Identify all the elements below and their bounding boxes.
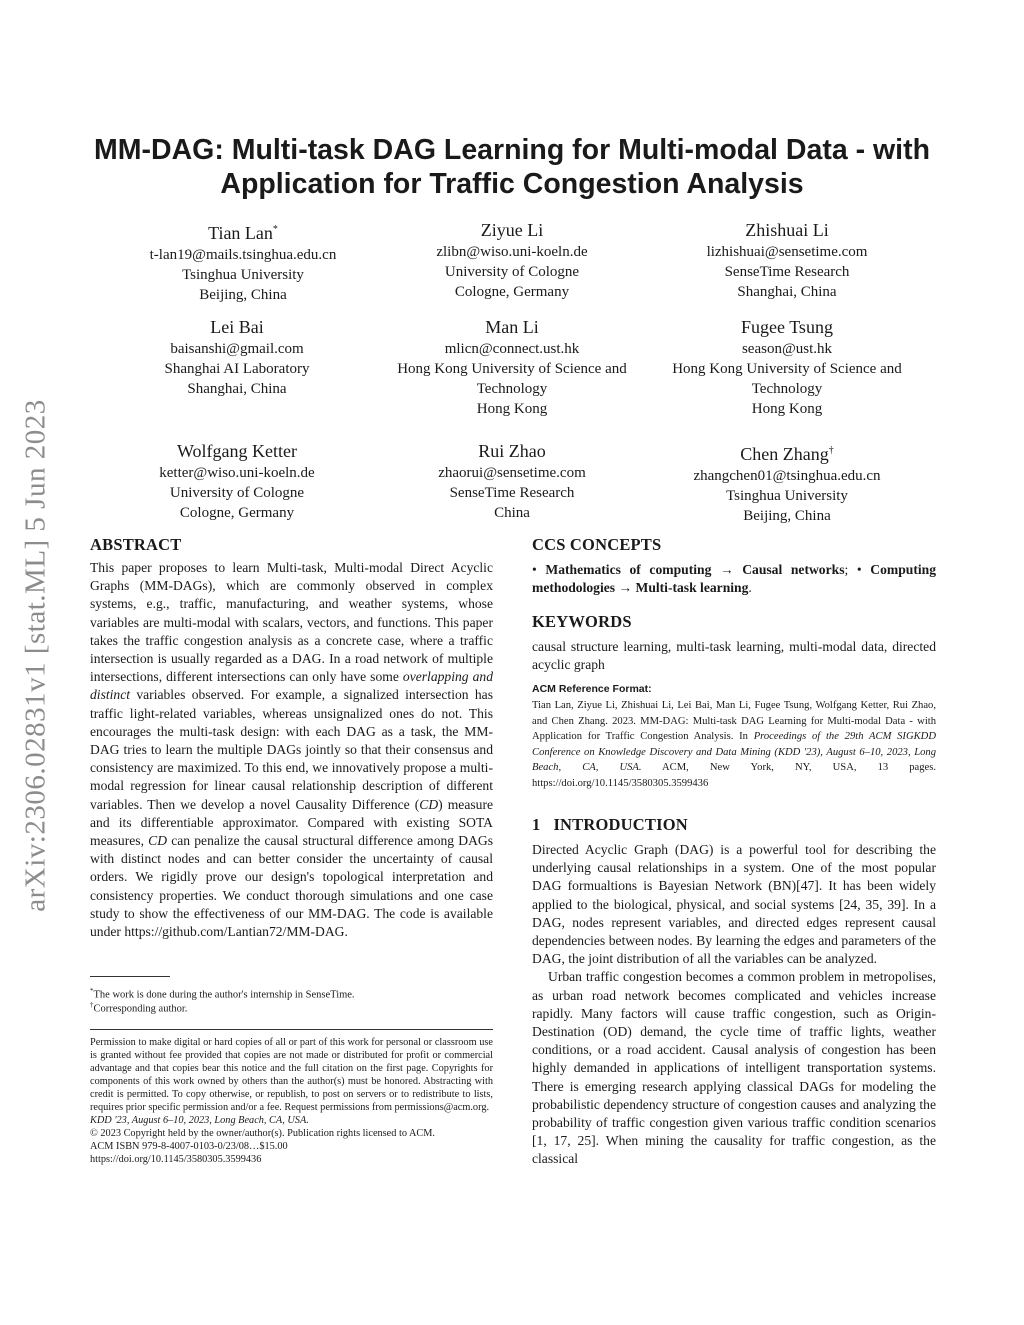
author-block [637, 439, 937, 526]
author-email: baisanshi@gmail.com [170, 341, 304, 357]
author-block [362, 315, 662, 419]
author-affiliation: Hong Kong University of Science and [672, 361, 902, 377]
author-name: Wolfgang Ketter [176, 441, 297, 461]
author-name: Tian Lan [208, 223, 273, 243]
author-location: China [494, 505, 530, 521]
author-affiliation: SenseTime Research [449, 485, 575, 501]
author-location: Beijing, China [743, 508, 831, 524]
keywords-heading: KEYWORDS [532, 612, 632, 631]
author-affiliation: Technology [751, 381, 823, 397]
keywords-text: causal structure learning, multi-task learning, multi-modal data, directed acyclic graph [532, 639, 936, 673]
introduction-section [532, 815, 936, 1169]
acm-reference [532, 683, 936, 792]
copyright-line: © 2023 Copyright held by the owner/author(s). Publication rights licensed to ACM. [90, 1128, 436, 1139]
author-location: Hong Kong [476, 401, 548, 417]
author-affiliation: University of Cologne [169, 485, 305, 501]
footnote-2: †Corresponding author. [90, 1001, 188, 1015]
author-affiliation: Technology [476, 381, 548, 397]
author-name: Chen Zhang [740, 444, 829, 464]
abstract-section [90, 535, 493, 941]
abstract-emphasis: CD [419, 796, 439, 812]
author-location: Cologne, Germany [454, 284, 570, 300]
permission-divider [90, 1029, 493, 1030]
author-affiliation: Tsinghua University [182, 267, 304, 283]
arxiv-stamp [14, 360, 58, 950]
intro-paragraph: Directed Acyclic Graph (DAG) is a powerful tool for describing the underlying causal relationships in a system. One of the most popular DAG formualtions is Bayesian Network (BN)[47]. It has been widely applied to the biological, physical, and social systems [24, 35, 39]. In a DAG, nodes represent variables, and directed edges represent causal dependencies between nodes. By learning the edges and parameters of the DAG, the joint distribution of all the variables can be analyzed. [532, 842, 936, 967]
author-email: mlicn@connect.ust.hk [444, 341, 580, 357]
footnote-1: *The work is done during the author's internship in SenseTime. [90, 987, 355, 1001]
author-affiliation: University of Cologne [444, 264, 580, 280]
author-location: Cologne, Germany [179, 505, 295, 521]
footnote-divider [90, 976, 170, 977]
author-email: ketter@wiso.uni-koeln.de [159, 465, 315, 481]
author-block [87, 439, 387, 523]
author-email: zhangchen01@tsinghua.edu.cn [693, 468, 881, 484]
author-name: Zhishuai Li [745, 220, 829, 240]
acm-reference-text: Tian Lan, Ziyue Li, Zhishuai Li, Lei Bai, Man Li, Fugee Tsung, Wolfgang Ketter, Rui Zhao, and Chen Zhang. 2023. MM-DAG: Multi-task DAG Learning for Multi-modal Data - with Application for Traffic Congestion Analysis. In Proceedings of the 29th ACM SIGKDD Conference on Knowledge Discovery and Data Mining (KDD '23), August 6–10, 2023, Long Beach, CA, USA. ACM, New York, NY, USA, 13 pages. https://doi.org/10.1145/3580305.3599436 [532, 700, 937, 789]
conference-venue: KDD '23, August 6–10, 2023, Long Beach, CA, USA. [90, 1115, 309, 1126]
author-location: Shanghai, China [187, 381, 287, 397]
keywords-section [532, 612, 936, 674]
author-block [362, 439, 662, 523]
author-mark: † [828, 445, 834, 456]
ccs-heading: CCS CONCEPTS [532, 535, 662, 554]
permission-text: Permission to make digital or hard copies of all or part of this work for personal or classroom use is granted without fee provided that copies are not made or distributed for profit or commercial advantage and that copies bear this notice and the full citation on the first page. Copyrights for components of this work owned by others than the author(s) must be honored. Abstracting with credit is permitted. To copy otherwise, or republish, to post on servers or to redistribute to lists, requires prior specific permission and/or a fee. Request permissions from permissions@acm.org. [90, 1037, 493, 1113]
author-block [637, 218, 937, 302]
author-name: Ziyue Li [480, 220, 544, 240]
abstract-text: This paper proposes to learn Multi-task, Multi-modal Direct Acyclic Graphs (MM-DAGs), which are commonly observed in complex systems, e.g., traffic, manufacturing, and weather systems, whose variables are multi-modal with scalars, vectors, and functions. This paper takes the traffic congestion analysis as a concrete case, where a traffic intersection is usually regarded as a DAG. In a road network of multiple intersections, different intersections can only have some overlapping and distinct variables observed. For example, a signalized intersection has traffic light-related variables, whereas unsignalized ones do not. This encourages the multi-task design: with each DAG as a task, the MM-DAG tries to learn the multiple DAGs jointly so that their consensus and consistency are maximized. To this end, we innovatively propose a multi-modal regression for linear causal relationship description of different variables. Then we develop a novel Causality Difference (CD) measure and its differentiable approximator. Compared with existing SOTA measures, CD can penalize the causal structural difference among DAGs with distinct nodes and can better consider the uncertainty of causal orders. We rigidly prove our design's topological interpretation and consistency properties. We conduct thorough simulations and one case study to show the effectiveness of our MM-DAG. The code is available under https://github.com/Lantian72/MM-DAG. [90, 560, 494, 940]
author-name: Fugee Tsung [741, 317, 833, 337]
author-name: Rui Zhao [478, 441, 546, 461]
author-email: t-lan19@mails.tsinghua.edu.cn [149, 247, 337, 263]
author-email: season@ust.hk [741, 341, 833, 357]
introduction-heading: 1 INTRODUCTION [532, 815, 688, 834]
author-name: Lei Bai [210, 317, 264, 337]
author-affiliation: Hong Kong University of Science and [397, 361, 627, 377]
ccs-section [532, 535, 936, 597]
author-location: Hong Kong [751, 401, 823, 417]
abstract-heading: ABSTRACT [90, 535, 182, 554]
paper-title: MM-DAG: Multi-task DAG Learning for Multi-modal Data - with Application for Traffic Congestion Analysis [94, 134, 930, 200]
author-location: Beijing, China [199, 287, 287, 303]
author-name: Man Li [485, 317, 539, 337]
author-block [93, 218, 393, 305]
author-email: lizhishuai@sensetime.com [706, 244, 868, 260]
author-block [362, 218, 662, 302]
doi-link[interactable]: https://doi.org/10.1145/3580305.3599436 [90, 1154, 262, 1165]
acm-reference-heading: ACM Reference Format: [532, 683, 652, 695]
abstract-emphasis: CD [148, 833, 168, 849]
permission-block [90, 1036, 493, 1166]
author-email: zhaorui@sensetime.com [438, 465, 586, 481]
author-affiliation: SenseTime Research [724, 264, 850, 280]
author-block [87, 315, 387, 399]
author-mark: * [272, 224, 278, 235]
author-block [637, 315, 937, 419]
isbn-line: ACM ISBN 979-8-4007-0103-0/23/08…$15.00 [90, 1141, 288, 1152]
ccs-text: • Mathematics of computing → Causal networks; • Computing methodologies → Multi-task learning. [532, 562, 937, 596]
abstract-emphasis: overlapping and distinct [90, 669, 494, 703]
author-location: Shanghai, China [737, 284, 837, 300]
intro-paragraph: Urban traffic congestion becomes a common problem in metropolises, as urban road network becomes complicated and vehicles increase rapidly. Many factors will cause traffic congestion, such as Origin-Destination (OD) demand, the cycle time of traffic lights, weather conditions, or a road accident. Causal analysis of congestion has been highly demanded in applications of intelligent transportation systems. There is emerging research applying classical DAGs for modeling the probabilistic dependency structure of congestion causes and analyzing the probability of traffic congestion given various traffic condition scenarios [1, 17, 25]. When mining the causality for traffic congestion, as the classical [532, 969, 936, 1167]
author-affiliation: Tsinghua University [726, 488, 848, 504]
author-email: zlibn@wiso.uni-koeln.de [436, 244, 588, 260]
author-affiliation: Shanghai AI Laboratory [164, 361, 310, 377]
arxiv-stamp-text: arXiv:2306.02831v1 [stat.ML] 5 Jun 2023 [19, 398, 52, 912]
